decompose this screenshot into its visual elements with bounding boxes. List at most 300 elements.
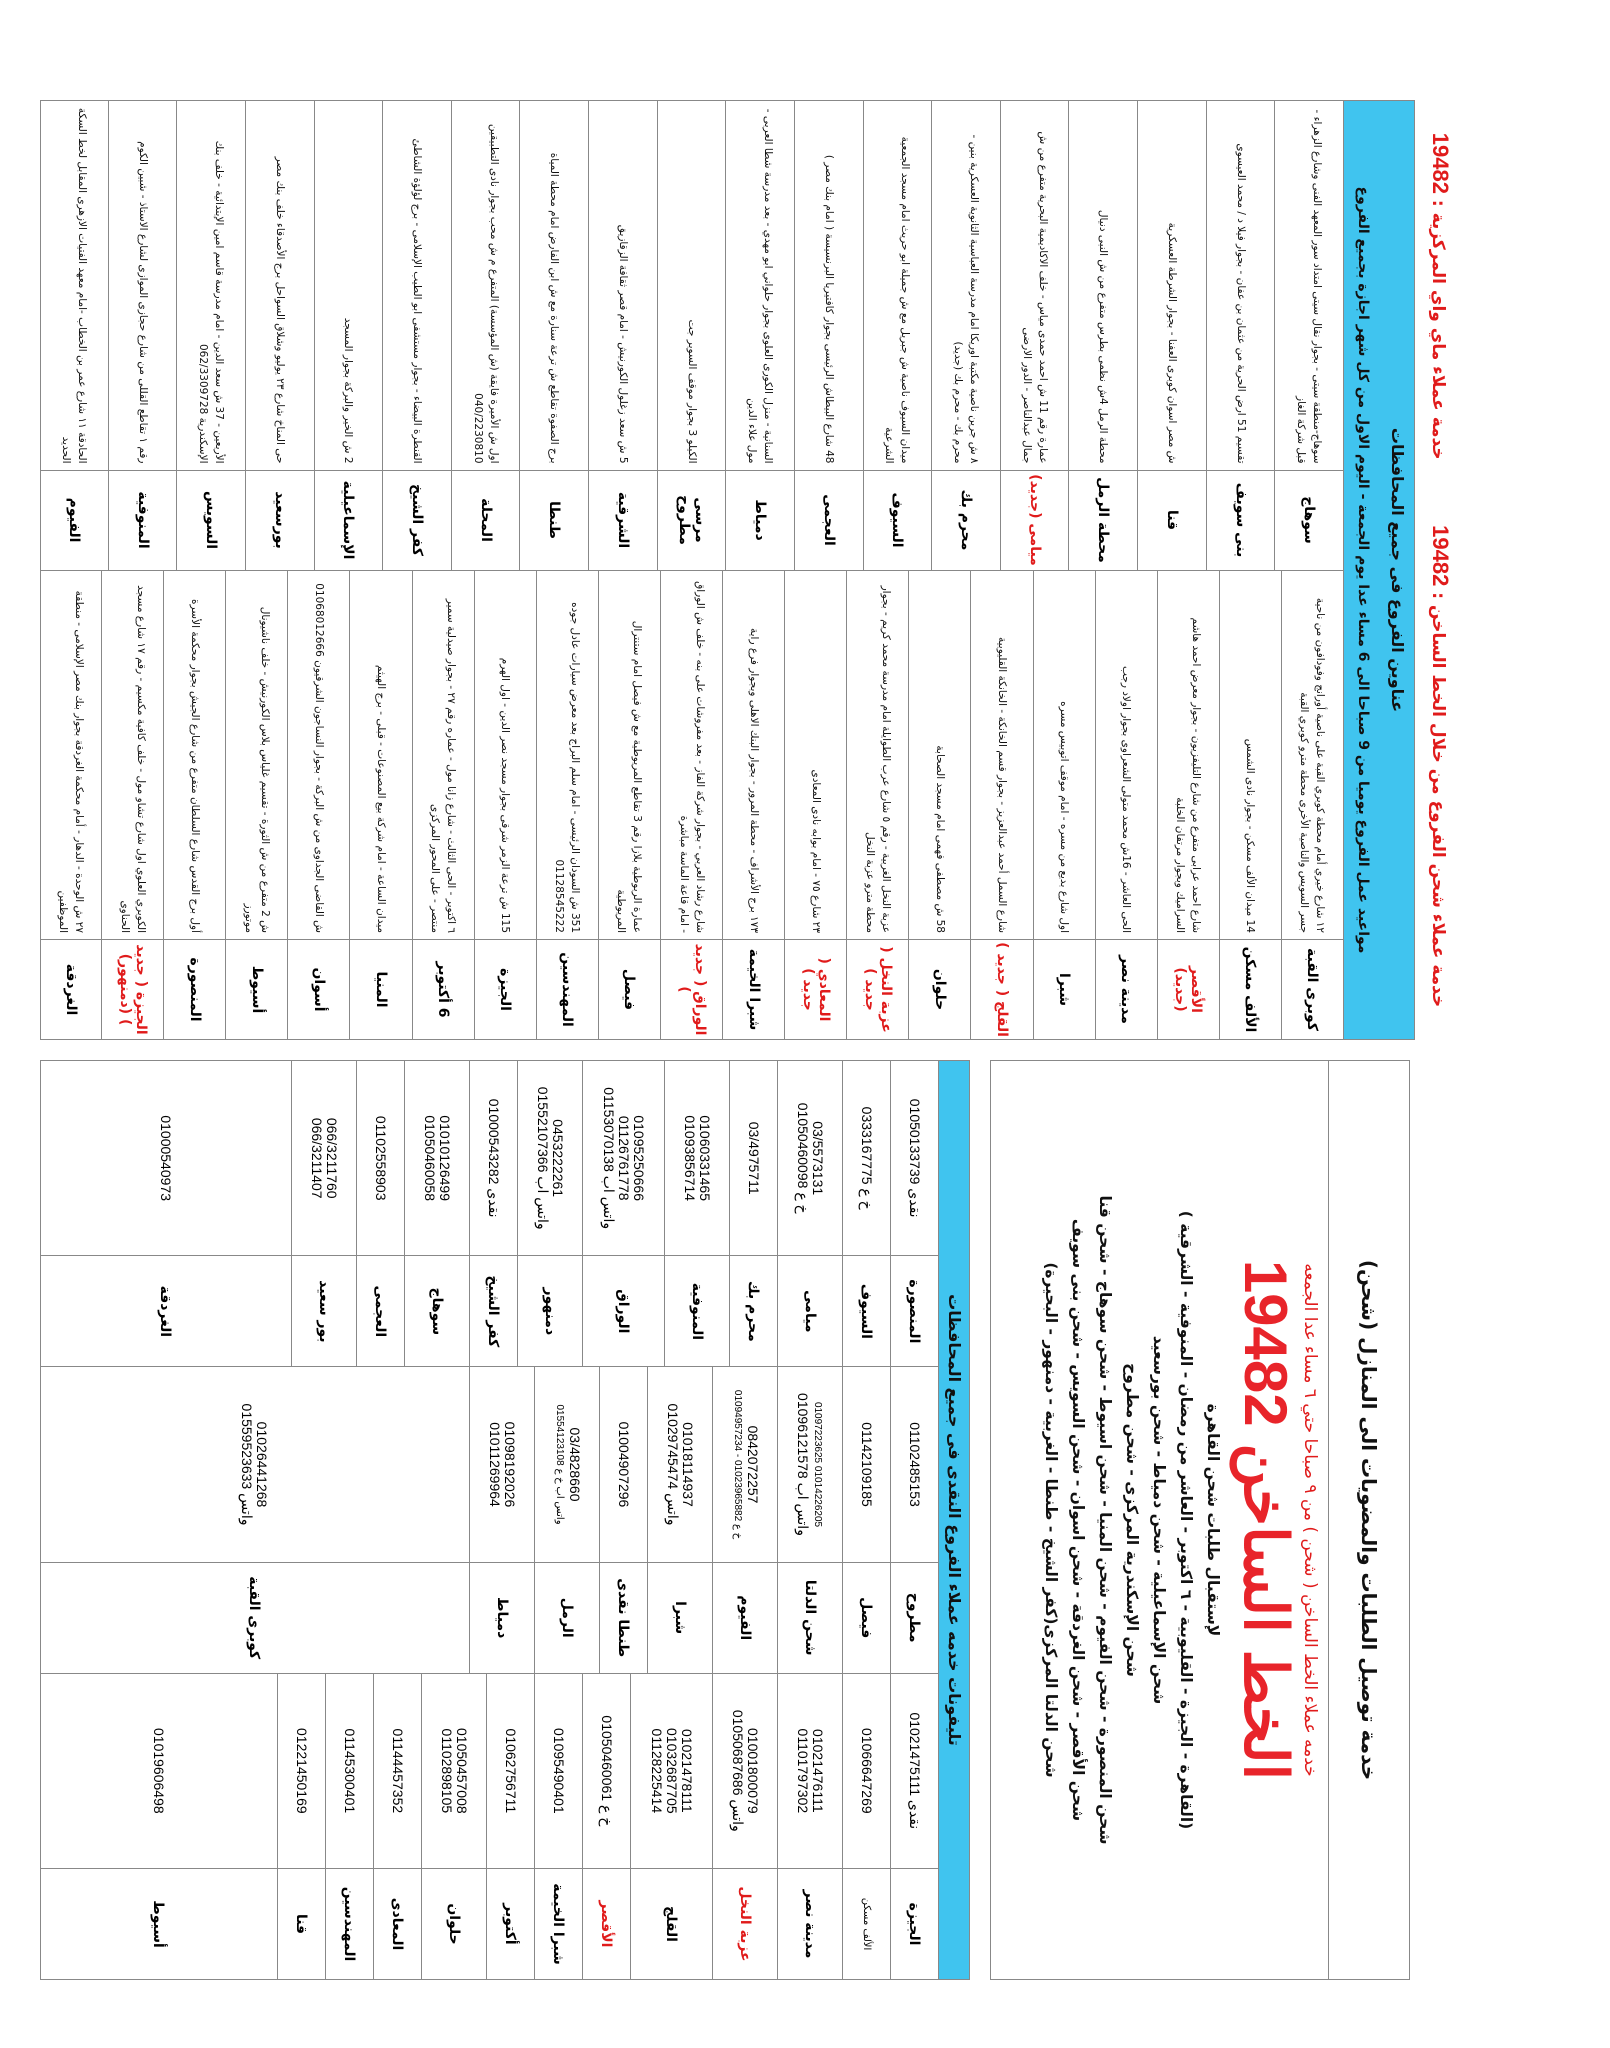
branch-row <box>1000 101 1069 570</box>
phone-number[interactable]: 01102485153 <box>907 1422 923 1507</box>
phone-branch-name: المنصورة <box>891 1255 938 1366</box>
phone-branch-name: فيصل <box>843 1562 890 1673</box>
phone-number[interactable]: 0842072257 <box>745 1425 761 1504</box>
hotline-region-line: شحن الدلتا المركزى(كفر الشيخ - طنطا - الغربية - دمنهور - البحيرة) <box>1042 1262 1060 1778</box>
branch-address: ٨ ش جرين ناصية مكتبة اوريكا امام مدرسة العباسية الثانوية العسكرية بنين - محرم بك - محرم بك (جديد) <box>952 134 981 464</box>
phone-numbers <box>535 1367 599 1561</box>
phone-branch-name: كفر الشيخ <box>470 1255 517 1366</box>
phone-branch-name: دمياط <box>470 1562 534 1673</box>
phone-numbers <box>583 1061 664 1255</box>
branch-row <box>176 101 245 570</box>
branch-row <box>245 101 314 570</box>
branch-row <box>382 101 451 570</box>
phone-number[interactable]: 01094957234 - 01023965882 خ ع <box>732 1389 743 1540</box>
branch-row <box>520 101 589 570</box>
phone-number[interactable]: 01000543282 نقدى <box>486 1098 502 1218</box>
phone-numbers <box>470 1061 517 1255</box>
phone-row <box>712 1674 777 1979</box>
phone-row <box>777 1061 842 1366</box>
branch-address: ميدان الساعة - امام شركة بيع المصنوعات - قبلى - برج الهيثم <box>375 664 388 933</box>
phone-numbers <box>648 1367 712 1561</box>
branch-address: الكيلو 3 بجوار موقف السوبر جت <box>685 319 698 464</box>
phone-branch-name: الألف مسكن <box>843 1868 890 1979</box>
branch-name: المنوفية <box>109 470 177 570</box>
phone-numbers <box>778 1674 842 1868</box>
branch-address: 58 ش مصطفى فهمى امام مسجد الصحابة <box>933 745 946 933</box>
branch-address: ١٧٣ برج الأشراف - محطة المرور - بجوار البنك الاهلى وبجوار فرع راية <box>747 628 760 933</box>
phone-number[interactable]: 01096121578 واتس اب <box>795 1393 811 1536</box>
phone-row <box>534 1674 582 1979</box>
branch-row <box>225 571 287 1040</box>
phone-number[interactable]: 01153070138 واتس اب <box>601 1087 617 1230</box>
branch-row <box>722 571 784 1040</box>
branch-name: عزبة النخل ( جديد ) <box>847 939 908 1039</box>
branch-name: الجيزة <box>475 939 536 1039</box>
phone-numbers <box>843 1367 890 1561</box>
phone-numbers <box>843 1674 890 1868</box>
branch-address: الحادقة ١١ شارع عمر بن الخطاب -امام معهد الفتيات الازهرى المقابل لخط السكة الحديد <box>59 107 88 464</box>
branch-row <box>598 571 660 1040</box>
phone-number[interactable]: 01004907296 <box>616 1421 632 1508</box>
phone-row <box>356 1061 404 1366</box>
phone-numbers <box>357 1061 404 1255</box>
phone-number[interactable]: 01095250666 <box>631 1115 647 1201</box>
phone-number[interactable]: 01000540973 <box>158 1115 174 1201</box>
phone-numbers <box>891 1674 938 1868</box>
phone-numbers <box>326 1674 373 1868</box>
branch-name: مدينة نصر <box>1096 939 1157 1039</box>
phone-row <box>712 1367 777 1672</box>
branch-name: الشرقية <box>589 470 657 570</box>
phone-numbers <box>891 1061 938 1255</box>
hotline-title: خدمة توصيل الطلبات والمضويات الى المنازل (شحن) <box>1328 1061 1409 1979</box>
branch-row <box>474 571 536 1040</box>
phone-number[interactable]: 01128225414 <box>649 1728 665 1814</box>
phone-branch-name: بور سعيد <box>292 1255 356 1366</box>
phone-number[interactable]: 03/4828660 <box>567 1427 583 1502</box>
branch-name: القلج ( جديد ) <box>971 939 1032 1039</box>
phone-number[interactable]: 01011269964 <box>487 1422 503 1507</box>
phone-number[interactable]: 01126761778 <box>616 1115 632 1201</box>
branch-address: عزبة النخل الغربية - رقم ٥ شارع عرب الطوايلة امام مدرسة محمد كريم - بجوار محطة مترو عزبة النخل <box>863 585 892 933</box>
phone-number[interactable]: 01021476111 <box>810 1729 826 1813</box>
phone-numbers <box>422 1674 486 1868</box>
branch-row <box>908 571 970 1040</box>
phones-column <box>40 1673 938 1979</box>
phone-number[interactable]: 01554123108 واتس اب خ ع <box>554 1404 565 1525</box>
phone-row <box>277 1674 325 1979</box>
branch-name: دمياط <box>726 470 794 570</box>
phone-branch-name: سوهاج <box>405 1255 469 1366</box>
phone-row <box>40 1674 277 1979</box>
branch-name: المعادي ( جديد ) <box>785 939 846 1039</box>
phone-row <box>630 1674 712 1979</box>
phone-row <box>486 1674 534 1979</box>
branch-row <box>101 571 163 1040</box>
branch-name: محرم بك <box>932 470 1000 570</box>
top-headline <box>1420 100 1460 1040</box>
phones-table <box>40 1060 970 1980</box>
phone-number[interactable]: 01066647269 <box>859 1728 875 1814</box>
phone-number[interactable]: 01145300401 <box>342 1728 358 1814</box>
hotline-region-line: شحن المنصورة - شحن الفيوم - شحن المنيا - شحن اسيوط - شحن سوهاج - شحن قنا <box>1096 1195 1114 1845</box>
branch-address: 5 ش سعد زغلول الكورنيش - امام قصر ثقافة الزقازيق <box>616 224 629 464</box>
branch-address: ١٢ شارع خيري أمام محطة كوبري القبة على ناصية أورانج وفودافون من ناحية جسر السويس والناصية الأخرى محطة مترو كوبري القبة <box>1298 597 1327 933</box>
phone-number[interactable]: 01062756711 <box>503 1728 519 1814</box>
branch-row <box>1095 571 1157 1040</box>
branch-row <box>1274 101 1343 570</box>
branch-name: السويس <box>177 470 245 570</box>
phone-branch-name: الوراق <box>583 1255 664 1366</box>
branch-name: 6 أكتوبر <box>413 939 474 1039</box>
branch-row <box>350 571 412 1040</box>
phone-row <box>373 1674 421 1979</box>
branch-name: الوراق ( جديد ) <box>661 939 722 1039</box>
phone-row <box>325 1674 373 1979</box>
phone-branch-name: مدينة نصر <box>778 1868 842 1979</box>
branch-address: أول برج القدس شارع السلطان متفرع من شارع الجيش بجوار محكمة الأسرة <box>188 599 201 933</box>
branch-name: العجمى <box>795 470 863 570</box>
phone-numbers <box>374 1674 421 1868</box>
branch-row <box>725 101 794 570</box>
phone-numbers <box>778 1061 842 1255</box>
phone-numbers <box>487 1674 534 1868</box>
phone-numbers <box>405 1061 469 1255</box>
branch-address: سوهاج-منطقة سيتى - بجوار نقال سيتى امتداد سور المعهد الفنى وشارع الزهراء - قبل شركة الغاز <box>1295 109 1324 464</box>
phone-number[interactable]: 01095490401 <box>551 1728 567 1814</box>
phone-number[interactable]: 03/5573131 <box>810 1121 826 1196</box>
branch-address: ش مصر اسوان كوبرى العفنا - بجوار الشرطة العسكرية <box>1165 222 1178 464</box>
branch-name: كوبرى القبة <box>1282 939 1343 1039</box>
branch-address: 115 ش ترعة الزمر شرقى بجوار مسجد نصر الدين - اول الهرم <box>499 657 512 933</box>
phone-number[interactable]: 01050460061 خ ع <box>599 1715 615 1827</box>
phone-number[interactable]: 01050460058 <box>422 1115 438 1201</box>
branch-name: قنا <box>1138 470 1206 570</box>
phone-branch-name: أكتوبر <box>487 1868 534 1979</box>
branch-address: محطة الرمل 4ش نظمى بطرس متفرع من ش النبى دنيال <box>1097 209 1110 464</box>
phone-number[interactable]: 0333167775 خ ع <box>859 1106 875 1210</box>
phone-branch-name: السيوف <box>843 1255 890 1366</box>
branch-name: الأقصر (جديد) <box>1158 939 1219 1039</box>
phone-row <box>582 1061 664 1366</box>
branch-address: ٢٣ شارع ٧٥ - امام بوابه نادى المعادى <box>809 769 822 933</box>
phone-number[interactable]: 01097223625 01014226205 <box>812 1401 823 1528</box>
branch-name: محطة الرمل <box>1070 470 1138 570</box>
branch-address: برج الصفوة تقاطع ش ترعة سنارة مع ش ابن الفارض امام محطة المياة <box>548 152 561 464</box>
branch-address: الحى العاشر - 16ش محمد متولى الشعراوى بجوار اولاد رجب <box>1120 666 1133 933</box>
hotline-region-line: شحن الإسماعيلية - شحن دمياط - شحن بورسعيد <box>1150 1335 1168 1705</box>
branch-row <box>863 101 932 570</box>
branch-row <box>970 571 1032 1040</box>
branch-address: الكوبري العلوي اول شارع تشاو مول - خلف كافية مكسيم - رقم ١٧ شارع مسجد الحناوى <box>118 585 147 933</box>
phone-row <box>664 1061 729 1366</box>
phone-number[interactable]: 01001800079 <box>745 1728 761 1814</box>
phone-number[interactable]: 01021475111 نقدى <box>907 1712 923 1830</box>
phone-numbers <box>730 1061 777 1255</box>
branches-column <box>40 101 1343 570</box>
phone-row <box>890 1674 938 1979</box>
branches-column <box>40 570 1343 1040</box>
branch-name: الفيوم <box>40 470 108 570</box>
phone-branch-name: عزبة النخل <box>713 1868 777 1979</box>
branch-name: الغردقة <box>40 939 101 1039</box>
phone-number[interactable]: 01552107366 واتس اب <box>535 1086 551 1230</box>
phone-row <box>517 1061 582 1366</box>
phone-number[interactable]: 03/4975711 <box>746 1121 762 1195</box>
branch-address: الأربعين - 37 ش سعد الدين - امام مدرسة قاسم امين الإبتدائية - خلف بنك الإسكندرية 062/3309728 <box>197 140 226 464</box>
branch-name: الألف مسكن <box>1220 939 1281 1039</box>
branch-row <box>412 571 474 1040</box>
phone-number[interactable]: 01050133739 نقدى <box>907 1098 923 1218</box>
branch-name: أسوان <box>288 939 349 1039</box>
branch-name: أسيوط <box>226 939 287 1039</box>
branches-hours: مواعيد عمل الفروع يوميا من 9 صباحا الى 6 مساء عدا يوم الجمعة - اليوم الاول من كل شهر اجازة بجميع الفروع <box>1355 186 1371 954</box>
branch-address: ٢٧ ش الوحدة - الدهار - أمام محكمة الغردقة بجوار بنك مصر الإسلامى - منطقة الموظفين <box>56 590 85 933</box>
phone-number[interactable]: 01101797302 <box>795 1728 811 1814</box>
phone-row <box>729 1061 777 1366</box>
phone-numbers <box>891 1367 938 1561</box>
phone-row <box>469 1367 534 1672</box>
phone-branch-name: الأقصر <box>583 1868 630 1979</box>
branch-address: القنطرة البيضاء - بجوار مستشفى ابو الطيب الإسلامى - برج لؤلؤة الشاطئ <box>411 138 424 464</box>
phone-number[interactable]: 01018114937 <box>680 1422 696 1507</box>
right-headline: خدمة عملاء شحن الفروع من خلال الخط الساخن : 19482 <box>1428 525 1453 1008</box>
phones-column <box>40 1366 938 1672</box>
phone-number[interactable]: 066/3211760 <box>324 1117 340 1199</box>
branch-row <box>287 571 349 1040</box>
phone-number[interactable]: 01026441268 <box>254 1421 271 1508</box>
phone-row <box>291 1061 356 1366</box>
phone-numbers <box>40 1367 469 1561</box>
phone-row <box>842 1674 890 1979</box>
branch-name: كفر الشيخ <box>383 470 451 570</box>
branches-table <box>40 100 1415 1040</box>
phone-numbers <box>583 1674 630 1868</box>
branch-row <box>1219 571 1281 1040</box>
phone-number[interactable]: 01050687686 واتس <box>730 1709 746 1832</box>
branch-address: ش 2 متفرع من ش الثورة - تقسيم غلياس بلاس الكورنيش - خلف ناشيونال موتورز <box>242 606 271 933</box>
phone-number[interactable]: 01102558903 <box>373 1115 389 1201</box>
phone-branch-name: شحن الدلتا <box>778 1562 842 1673</box>
phone-number[interactable]: 01559523633 واتس <box>239 1403 256 1526</box>
phone-branch-name: شبرا الخيمة <box>535 1868 582 1979</box>
branch-name: مرسى مطروح <box>658 470 726 570</box>
branch-name: شبرا الخيمة <box>723 939 784 1039</box>
phone-branch-name: الفيوم <box>713 1562 777 1673</box>
hotline-region-line: لإستقبال طلبات شحن القاهرة <box>1204 1403 1222 1637</box>
phone-branch-name: محرم بك <box>730 1255 777 1366</box>
branch-address: اول شارع بديع من مسره - امام موقف اتوبيس مسره <box>1058 701 1071 933</box>
phone-number[interactable]: 01142109185 <box>859 1422 875 1507</box>
phone-row <box>777 1367 842 1672</box>
phone-branch-name: العجمى <box>357 1255 404 1366</box>
phone-row <box>647 1367 712 1672</box>
branch-name: المهندسين <box>537 939 598 1039</box>
branch-row <box>1206 101 1275 570</box>
phone-branch-name: شبرا <box>648 1562 712 1673</box>
branch-name: ميامى (جديد) <box>1001 470 1069 570</box>
left-headline: خدمة عملاء ماي واي المركزية : 19482 <box>1428 132 1453 460</box>
branch-name: فيصل <box>599 939 660 1039</box>
branch-address: ٦ اكتوبر - الحى الثالث - شارع زانا مول - عماره رقم ٢٧ - بجوار صيدلية سمير منتصر - على المحور المركزى <box>429 598 458 933</box>
branch-row <box>931 101 1000 570</box>
branch-address: عمارة الربوطية بلازا رقم 3 تقاطع المريوطية مع ش فيصل امام ستنترال المريوطية <box>615 620 644 933</box>
branch-row <box>40 571 101 1040</box>
phone-branch-name: أسيوط <box>40 1868 277 1979</box>
hotline-regions <box>1037 1061 1226 1979</box>
branch-name: الإسماعيلية <box>315 470 383 570</box>
branch-row <box>1069 101 1138 570</box>
phone-branch-name: طنطا نقدى <box>600 1562 647 1673</box>
branch-address: شارع رشاد العربي - بجوار شركة الفاز - بعد مفروشات على بنه - خلف ش الوراق - امام قاعة الماسة مباشرة <box>677 581 706 933</box>
phone-numbers <box>600 1367 647 1561</box>
branch-name: حلوان <box>909 939 970 1039</box>
phone-number[interactable]: 01144457352 <box>390 1728 406 1814</box>
branch-address: عمارة رقم 11 ش احمد حمدى مياس - خلف الاكاديمية البحرية متفرع من ش جمال عبدالناصر - الدور الارضى <box>1020 131 1049 464</box>
branch-address: اول ش الأميرة فايقة (ش المؤسسة) المتفرع م ش محب بجوار نادى التطبيقين 040/2230810 <box>471 123 500 464</box>
phone-branch-name: المنوفية <box>665 1255 729 1366</box>
phone-branch-name: الجيزة <box>891 1868 938 1979</box>
phone-row <box>777 1674 842 1979</box>
phone-row <box>404 1061 469 1366</box>
phone-numbers <box>713 1674 777 1868</box>
phone-row <box>842 1061 890 1366</box>
branch-name: طنطا <box>521 470 589 570</box>
phone-number[interactable]: 0453222261 <box>550 1119 566 1198</box>
phone-row <box>534 1367 599 1672</box>
phone-branch-name: قنا <box>278 1868 325 1979</box>
phone-numbers <box>843 1061 890 1255</box>
branch-name: بنى سويف <box>1207 470 1275 570</box>
phone-row <box>469 1061 517 1366</box>
phone-branch-name: المعادى <box>374 1868 421 1979</box>
branch-row <box>846 571 908 1040</box>
branch-row <box>657 101 726 570</box>
phone-number[interactable]: 01221450169 <box>294 1728 310 1814</box>
branch-row <box>1137 101 1206 570</box>
branch-name: شبرا <box>1034 939 1095 1039</box>
hotline-hours: خدمه عملاء الخط الساخن ( شحن ) من ٩ صباحا حتي ٦ مساء عدا الجمعه <box>1300 1263 1320 1777</box>
phone-numbers <box>713 1367 777 1561</box>
phone-numbers <box>665 1061 729 1255</box>
phones-column <box>40 1061 938 1366</box>
branch-row <box>1157 571 1219 1040</box>
hotline-box <box>990 1060 1410 1980</box>
phone-branch-name: المهندسين <box>326 1868 373 1979</box>
branch-row <box>108 101 177 570</box>
phone-branch-name: دمنهور <box>518 1255 582 1366</box>
branch-row <box>660 571 722 1040</box>
branch-row <box>784 571 846 1040</box>
phone-number[interactable]: 01010126499 <box>437 1115 453 1201</box>
branch-row <box>536 571 598 1040</box>
phone-branch-name: الغردقة <box>40 1255 291 1366</box>
branch-row <box>163 571 225 1040</box>
branch-address: شارع احمد عرابى متفرع من شارع التليفزيون - بجوار معرض احمد هاشم السراميك وبجوار مرتفان الخلبة <box>1174 617 1203 933</box>
branches-header <box>1343 101 1414 1039</box>
phone-number[interactable]: 01019606498 <box>151 1728 167 1814</box>
branch-address: السنانية - منزل الكورى العلوى بجوار حلواني ابو مهدي - بعد مدرسة شطا العربى - مول علاء الدين <box>746 108 775 464</box>
phone-number[interactable]: 01098192026 <box>502 1421 518 1508</box>
phone-row <box>582 1674 630 1979</box>
branch-address: ش القاضى الجداوى من ش البركة - بجوار النساجون الشرقيون 01068012666 <box>312 583 325 933</box>
branch-name: المحلة <box>452 470 520 570</box>
hotline-region-line: شحن الأقصر - شحن الغردقة - شحن اسوان - شحن السويس - شحن بنى سويف <box>1069 1218 1087 1822</box>
phones-header: تليفونات خدمه عملاء الفروع النقدى فى جميع المحافظات <box>938 1061 969 1979</box>
branch-row <box>40 101 108 570</box>
phone-row <box>599 1367 647 1672</box>
branches-title: عناوين الفروع فى جميع المحافظات <box>1388 427 1407 713</box>
phone-row <box>421 1674 486 1979</box>
branch-address: 14 ميدان الألف مسكن - بجوار نادى الشمس <box>1244 738 1257 933</box>
phone-number[interactable]: 01050457008 <box>454 1728 470 1814</box>
branch-address: شارع السمل أحمد عبدالعزيز - بجوار قسم الخانكة - الخانكة القليوبية <box>995 636 1008 933</box>
phone-number[interactable]: 01093856714 <box>682 1115 698 1201</box>
branch-row <box>1281 571 1343 1040</box>
branch-row <box>794 101 863 570</box>
hotline-number: الخط الساخن 19482 <box>1232 1259 1299 1781</box>
phone-numbers <box>470 1367 534 1561</box>
phone-number[interactable]: 066/3211407 <box>309 1117 325 1199</box>
branch-name: المنيا <box>351 939 412 1039</box>
phone-numbers <box>631 1674 712 1868</box>
phone-branch-name: القلج <box>631 1868 712 1979</box>
hotline-region-line: (القاهرة - الجيزة - القليوبية - ٦ اكتوبر - العاشر من رمضان - المنوفية - الشرقية ) <box>1177 1210 1195 1830</box>
branch-address: 48 شارع البيطاش الرئيسى بجوار كافتيريا البرنسيسة ( امام بنك مصر ) <box>822 154 835 464</box>
phone-row <box>40 1367 469 1672</box>
branch-row <box>451 101 520 570</box>
phone-branch-name: مطروح <box>891 1562 938 1673</box>
phone-number[interactable]: 01102898105 <box>439 1728 455 1814</box>
phone-number[interactable]: 01029745474 واتس <box>665 1403 681 1526</box>
phone-numbers <box>778 1367 842 1561</box>
branch-name: بورسعيد <box>246 470 314 570</box>
phone-branch-name: ميامى <box>778 1255 842 1366</box>
branch-row <box>588 101 657 570</box>
phone-number[interactable]: 01060331465 <box>697 1115 713 1201</box>
branch-address: حى المناخ شارع ٢٣ يوليو وشلاق السواحل برج الأصدقاء خلف بنك مصر <box>273 156 286 464</box>
phone-branch-name: حلوان <box>422 1868 486 1979</box>
phone-numbers <box>292 1061 356 1255</box>
phone-row <box>842 1367 890 1672</box>
branch-address: 2 ش الخير والبركة بجوار المسجد <box>342 317 355 464</box>
branch-address: 351 ش السودان الرئيسى - امام سلم البراج بعد معرض سيارات عادل جوده 01128545222 <box>553 602 582 933</box>
branch-address: تقسيم 51 ارض الحرية من عثمان بن عفان - بجوار فيلا د / محمد العيسوى <box>1234 143 1247 464</box>
branch-address: ميدان السيوف ناصية ش جبريل مع ش جميلة ابو حريث امام مسجد الجمعية الشرعية <box>883 136 912 464</box>
phone-branch-name: كوبرى القبة <box>40 1562 469 1673</box>
branch-name: السيوف <box>864 470 932 570</box>
phone-numbers <box>40 1674 277 1868</box>
branch-name: سوهاج <box>1275 470 1343 570</box>
branch-name: الجيزة ( جديد ) (دمنهور) <box>102 939 163 1039</box>
phone-numbers <box>518 1061 582 1255</box>
phone-row <box>890 1061 938 1366</box>
phone-branch-name: الرمل <box>535 1562 599 1673</box>
phone-numbers <box>40 1061 291 1255</box>
phone-number[interactable]: 01021478111 <box>679 1729 695 1813</box>
phone-row <box>890 1367 938 1672</box>
phone-number[interactable]: 01032687705 <box>664 1728 680 1814</box>
branch-row <box>314 101 383 570</box>
phone-numbers <box>535 1674 582 1868</box>
hotline-region-line: شحن الإسكندرية المركزى - شحن مطروح <box>1123 1363 1141 1677</box>
phone-row <box>40 1061 291 1366</box>
branch-name: المنصورة <box>164 939 225 1039</box>
phone-numbers <box>278 1674 325 1868</box>
branch-row <box>1033 571 1095 1040</box>
branch-address: رقم ١ تقاطع القللى من شارع حجازى الموازى لشارع الاستاذ - شبين الكوم <box>136 141 149 464</box>
phone-number[interactable]: 01050460098 خ ع <box>795 1102 811 1214</box>
